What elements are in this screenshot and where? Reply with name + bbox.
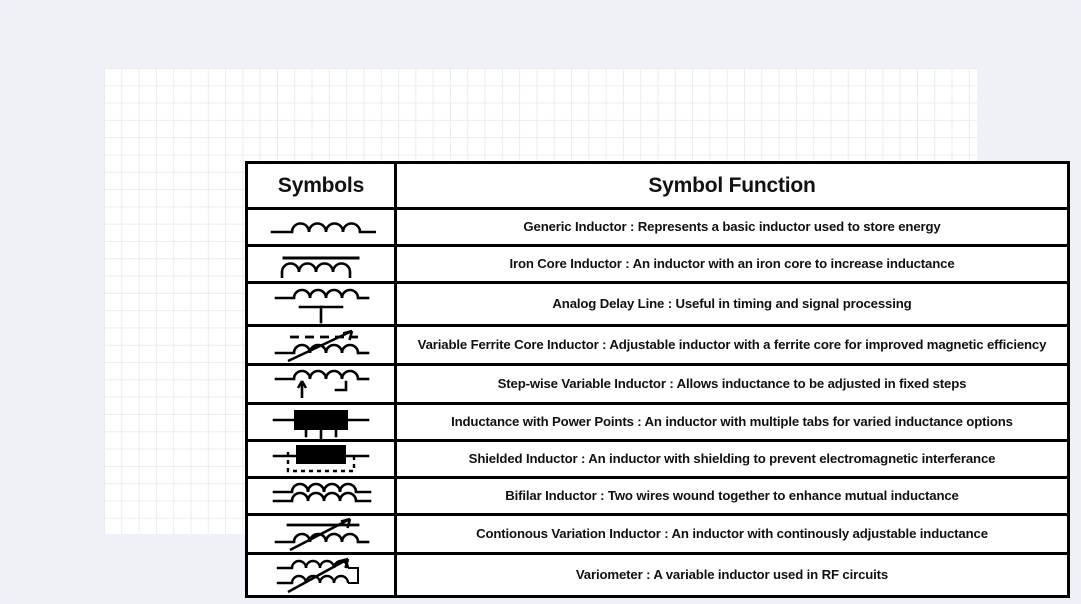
generic-inductor-symbol (248, 210, 394, 244)
function-cell: Step-wise Variable Inductor : Allows inductance to be adjusted in fixed steps (396, 365, 1069, 404)
variable-ferrite-core-inductor-symbol (248, 327, 394, 363)
function-cell: Analog Delay Line : Useful in timing and signal processing (396, 283, 1069, 326)
iron-core-inductor-symbol (248, 247, 394, 281)
table-row (247, 209, 1069, 246)
bifilar-inductor-symbol (248, 479, 394, 513)
function-cell: Generic Inductor : Represents a basic inductor used to store energy (396, 209, 1069, 246)
grid-canvas (104, 68, 1047, 583)
table-header-row (247, 163, 1069, 209)
symbol-cell (247, 404, 396, 441)
symbol-cell (247, 209, 396, 246)
symbol-cell (247, 283, 396, 326)
symbol-cell (247, 246, 396, 283)
table-row (247, 365, 1069, 404)
function-cell: Bifilar Inductor : Two wires wound together to enhance mutual inductance (396, 478, 1069, 515)
inductor-symbol-table (245, 161, 1070, 598)
symbol-table-container (245, 161, 1067, 598)
table-row (247, 515, 1069, 554)
analog-delay-line-symbol (248, 284, 394, 324)
table-row (247, 246, 1069, 283)
function-cell: Contionous Variation Inductor : An inductor with continously adjustable inductance (396, 515, 1069, 554)
symbol-cell (247, 365, 396, 404)
symbol-cell (247, 554, 396, 597)
table-row (247, 478, 1069, 515)
variometer-symbol (248, 555, 394, 595)
column-header-symbols: Symbols (247, 163, 396, 209)
step-wise-variable-inductor-symbol (248, 366, 394, 402)
table-row (247, 326, 1069, 365)
function-cell: Variometer : A variable inductor used in RF circuits (396, 554, 1069, 597)
table-row (247, 404, 1069, 441)
column-header-symbol-function: Symbol Function (396, 163, 1069, 209)
table-row (247, 554, 1069, 597)
table-row (247, 441, 1069, 478)
function-cell: Shielded Inductor : An inductor with shielding to prevent electromagnetic interferance (396, 441, 1069, 478)
symbol-cell (247, 441, 396, 478)
symbol-cell (247, 515, 396, 554)
function-cell: Iron Core Inductor : An inductor with an iron core to increase inductance (396, 246, 1069, 283)
function-cell: Variable Ferrite Core Inductor : Adjustable inductor with a ferrite core for improved magnetic efficiency (396, 326, 1069, 365)
inductance-with-power-points-symbol (248, 405, 394, 439)
function-cell: Inductance with Power Points : An inductor with multiple tabs for varied inductance options (396, 404, 1069, 441)
contionous-variation-inductor-symbol (248, 516, 394, 552)
symbol-cell (247, 326, 396, 365)
symbol-cell (247, 478, 396, 515)
shielded-inductor-symbol (248, 442, 394, 476)
table-row (247, 283, 1069, 326)
